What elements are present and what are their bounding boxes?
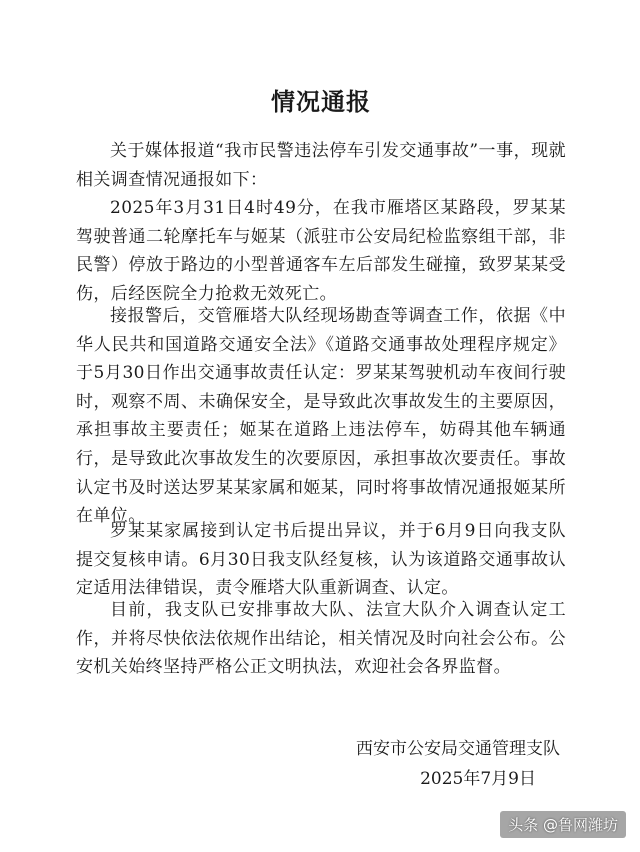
paragraph-responsibility: 接报警后，交管雁塔大队经现场勘查等调查工作，依据《中华人民共和国道路交通安全法》《道路交通事故处理程序规定》于5月30日作出交通事故责任认定：罗某某驾驶机动车夜间行驶时，观察不周、未确保安全，是导致此次事故发生的主要原因，承担事故主要责任；姬某在道路上违法停车，妨碍其他车辆通行，是导致此次事故发生的次要原因，承担事故次要责任。事故认定书及时送达罗某某家属和姬某，同时将事故情况通报姬某所在单位。 [76,306,566,527]
notice-title: 情况通报 [271,87,371,116]
source-watermark: 头条 @鲁网潍坊 [500,811,626,838]
issue-date: 2025年7月9日 [420,769,536,789]
paragraph-incident: 2025年3月31日4时49分，在我市雁塔区某路段，罗某某驾驶普通二轮摩托车与姬某（派驻市公安局纪检监察组干部，非民警）停放于路边的小型普通客车左后部发生碰撞，致罗某某受伤，后经医院全力抢救无效死亡。 [76,198,566,304]
paragraph-intro: 关于媒体报道“我市民警违法停车引发交通事故”一事，现就相关调查情况通报如下： [76,141,566,190]
paragraph-review: 罗某某家属接到认定书后提出异议，并于6月9日向我支队提交复核申请。6月30日我支队经复核，认为该道路交通事故认定适用法律错误，责令雁塔大队重新调查、认定。 [76,521,566,599]
paragraph-current-status: 目前，我支队已安排事故大队、法宣大队介入调查认定工作，并将尽快依法依规作出结论，相关情况及时向社会公布。公安机关始终坚持严格公正文明执法，欢迎社会各界监督。 [76,600,566,678]
issuing-organization: 西安市公安局交通管理支队 [356,739,560,759]
